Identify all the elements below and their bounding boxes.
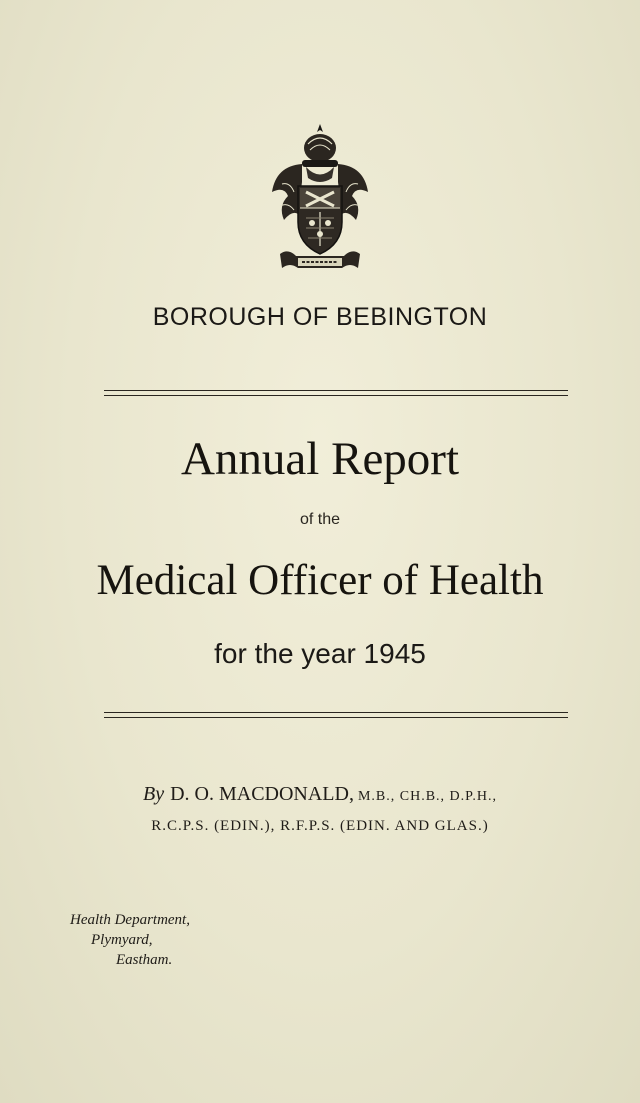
by-text: By (142, 783, 165, 805)
author-line-1 (0, 783, 640, 806)
report-year-line: for the year 1945 (214, 638, 426, 669)
report-subject: Medical Officer of Health (96, 557, 544, 604)
address-line-1: Health Department, (70, 912, 190, 928)
department-address (0, 910, 190, 970)
coat-of-arms-icon (262, 122, 378, 274)
author-qualifications-2: R.C.P.S. (EDIN.), R.F.P.S. (EDIN. AND GLAS.) (151, 818, 489, 834)
address-line-2: Plymyard, (91, 932, 153, 948)
author-name: D. O. MACDONALD, (170, 783, 354, 805)
report-title: Annual Report (180, 433, 460, 485)
top-double-rule (104, 390, 568, 396)
of-the-text: of the (299, 511, 341, 528)
borough-name: BOROUGH OF BEBINGTON (152, 303, 488, 331)
bottom-double-rule (104, 712, 568, 718)
address-line-3: Eastham. (116, 952, 173, 968)
author-qualifications-1: M.B., CH.B., D.P.H., (357, 789, 497, 804)
